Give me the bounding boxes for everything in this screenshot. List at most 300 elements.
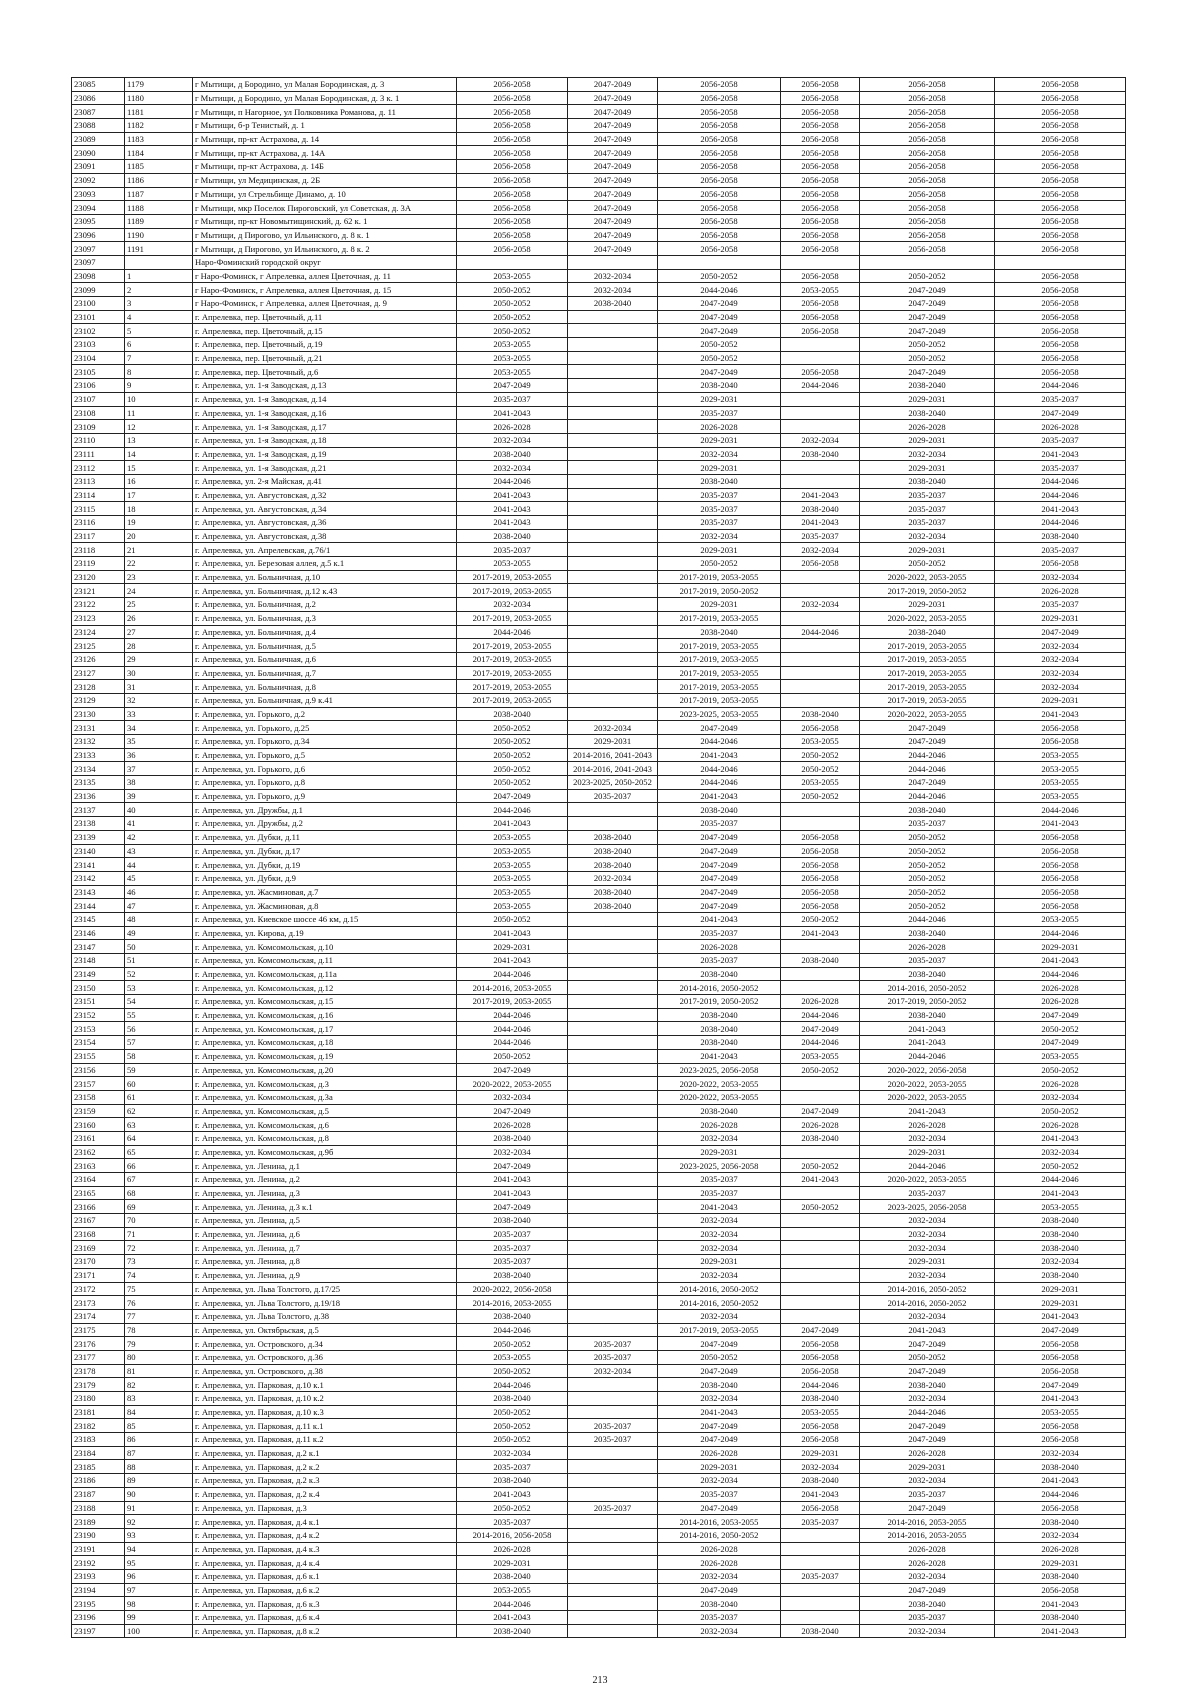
table-body — [72, 78, 1126, 1638]
address-cell: г. Апрелевка, ул. Ленина, д.2 — [193, 1173, 457, 1187]
period-cell-2 — [568, 803, 658, 817]
item-number-cell: 69 — [125, 1200, 193, 1214]
period-cell-3: 2032-2034 — [658, 1309, 781, 1323]
item-number-cell: 4 — [125, 310, 193, 324]
table-row — [72, 1227, 1126, 1241]
period-cell-2 — [568, 1569, 658, 1583]
period-cell-1: 2044-2046 — [457, 625, 568, 639]
period-cell-5: 2047-2049 — [860, 1433, 995, 1447]
item-number-cell: 74 — [125, 1268, 193, 1282]
table-row — [72, 748, 1126, 762]
period-cell-5: 2035-2037 — [860, 516, 995, 530]
address-cell: г Мытищи, ул Медицинская, д. 2Б — [193, 173, 457, 187]
period-cell-6: 2050-2052 — [995, 1159, 1126, 1173]
period-cell-4 — [781, 803, 860, 817]
address-cell: г. Апрелевка, ул. Островского, д.36 — [193, 1350, 457, 1364]
item-number-cell: 100 — [125, 1624, 193, 1638]
period-cell-4 — [781, 1309, 860, 1323]
period-cell-2 — [568, 543, 658, 557]
period-cell-5: 2047-2049 — [860, 721, 995, 735]
period-cell-6: 2056-2058 — [995, 119, 1126, 133]
address-cell: г. Апрелевка, ул. Парковая, д.3 — [193, 1501, 457, 1515]
period-cell-3: 2047-2049 — [658, 297, 781, 311]
item-number-cell: 36 — [125, 748, 193, 762]
period-cell-5: 2056-2058 — [860, 91, 995, 105]
item-number-cell: 34 — [125, 721, 193, 735]
item-number-cell: 43 — [125, 844, 193, 858]
table-row — [72, 803, 1126, 817]
item-number-cell: 11 — [125, 406, 193, 420]
period-cell-2 — [568, 1460, 658, 1474]
period-cell-6: 2032-2034 — [995, 666, 1126, 680]
period-cell-1: 2056-2058 — [457, 91, 568, 105]
row-id-cell: 23180 — [72, 1392, 125, 1406]
period-cell-3: 2038-2040 — [658, 625, 781, 639]
period-cell-3: 2047-2049 — [658, 1583, 781, 1597]
table-row — [72, 625, 1126, 639]
period-cell-3: 2023-2025, 2056-2058 — [658, 1063, 781, 1077]
period-cell-3: 2047-2049 — [658, 1364, 781, 1378]
period-cell-3: 2056-2058 — [658, 146, 781, 160]
period-cell-2 — [568, 420, 658, 434]
period-cell-1: 2044-2046 — [457, 1323, 568, 1337]
period-cell-2: 2047-2049 — [568, 78, 658, 92]
period-cell-5: 2056-2058 — [860, 228, 995, 242]
period-cell-3: 2014-2016, 2053-2055 — [658, 1515, 781, 1529]
period-cell-1: 2041-2043 — [457, 954, 568, 968]
period-cell-1: 2035-2037 — [457, 1460, 568, 1474]
period-cell-4: 2035-2037 — [781, 1569, 860, 1583]
item-number-cell: 42 — [125, 830, 193, 844]
row-id-cell: 23152 — [72, 1008, 125, 1022]
row-id-cell: 23125 — [72, 639, 125, 653]
period-cell-2 — [568, 502, 658, 516]
period-cell-5: 2056-2058 — [860, 105, 995, 119]
row-id-cell: 23101 — [72, 310, 125, 324]
address-cell: г. Апрелевка, ул. Дубки, д.17 — [193, 844, 457, 858]
item-number-cell: 1181 — [125, 105, 193, 119]
period-cell-4 — [781, 639, 860, 653]
period-cell-4 — [781, 611, 860, 625]
period-cell-3: 2056-2058 — [658, 173, 781, 187]
period-cell-5: 2032-2034 — [860, 1214, 995, 1228]
period-cell-1: 2041-2043 — [457, 516, 568, 530]
row-id-cell: 23088 — [72, 119, 125, 133]
period-cell-6: 2056-2058 — [995, 78, 1126, 92]
period-cell-3: 2056-2058 — [658, 228, 781, 242]
row-id-cell: 23185 — [72, 1460, 125, 1474]
period-cell-1: 2056-2058 — [457, 214, 568, 228]
item-number-cell: 7 — [125, 351, 193, 365]
period-cell-1: 2014-2016, 2053-2055 — [457, 981, 568, 995]
period-cell-6: 2038-2040 — [995, 1227, 1126, 1241]
row-id-cell: 23119 — [72, 557, 125, 571]
period-cell-4: 2056-2058 — [781, 214, 860, 228]
row-id-cell: 23118 — [72, 543, 125, 557]
period-cell-6: 2053-2055 — [995, 1049, 1126, 1063]
period-cell-4: 2044-2046 — [781, 1008, 860, 1022]
period-cell-6: 2056-2058 — [995, 721, 1126, 735]
address-cell: г Мытищи, пр-кт Астрахова, д. 14А — [193, 146, 457, 160]
period-cell-4 — [781, 1090, 860, 1104]
period-cell-4: 2056-2058 — [781, 201, 860, 215]
period-cell-2 — [568, 324, 658, 338]
period-cell-2 — [568, 693, 658, 707]
period-cell-6: 2056-2058 — [995, 91, 1126, 105]
period-cell-2: 2047-2049 — [568, 187, 658, 201]
period-cell-2 — [568, 680, 658, 694]
item-number-cell: 17 — [125, 488, 193, 502]
period-cell-5: 2017-2019, 2053-2055 — [860, 680, 995, 694]
row-id-cell: 23106 — [72, 379, 125, 393]
period-cell-4 — [781, 1597, 860, 1611]
period-cell-4: 2050-2052 — [781, 762, 860, 776]
row-id-cell: 23179 — [72, 1378, 125, 1392]
period-cell-4: 2056-2058 — [781, 899, 860, 913]
item-number-cell: 46 — [125, 885, 193, 899]
period-cell-2 — [568, 967, 658, 981]
row-id-cell: 23107 — [72, 392, 125, 406]
period-cell-1: 2050-2052 — [457, 748, 568, 762]
period-cell-5: 2050-2052 — [860, 830, 995, 844]
item-number-cell: 81 — [125, 1364, 193, 1378]
item-number-cell: 86 — [125, 1433, 193, 1447]
table-row — [72, 666, 1126, 680]
period-cell-2 — [568, 1296, 658, 1310]
period-cell-3: 2017-2019, 2050-2052 — [658, 995, 781, 1009]
period-cell-6: 2041-2043 — [995, 1624, 1126, 1638]
period-cell-4: 2050-2052 — [781, 789, 860, 803]
period-cell-3: 2023-2025, 2053-2055 — [658, 707, 781, 721]
period-cell-3: 2014-2016, 2050-2052 — [658, 1296, 781, 1310]
row-id-cell: 23097 — [72, 242, 125, 256]
row-id-cell: 23136 — [72, 789, 125, 803]
address-cell: г. Апрелевка, ул. Березовая аллея, д.5 к.1 — [193, 557, 457, 571]
row-id-cell: 23176 — [72, 1337, 125, 1351]
period-cell-2 — [568, 1528, 658, 1542]
period-cell-2: 2038-2040 — [568, 844, 658, 858]
period-cell-6: 2026-2028 — [995, 1542, 1126, 1556]
period-cell-1: 2041-2043 — [457, 406, 568, 420]
period-cell-2 — [568, 1036, 658, 1050]
period-cell-4: 2056-2058 — [781, 844, 860, 858]
item-number-cell: 21 — [125, 543, 193, 557]
period-cell-3: 2026-2028 — [658, 1446, 781, 1460]
period-cell-3: 2047-2049 — [658, 1337, 781, 1351]
table-row — [72, 721, 1126, 735]
period-cell-3: 2017-2019, 2053-2055 — [658, 1323, 781, 1337]
period-cell-6: 2056-2058 — [995, 132, 1126, 146]
period-cell-5: 2032-2034 — [860, 1569, 995, 1583]
period-cell-4: 2056-2058 — [781, 324, 860, 338]
row-id-cell: 23159 — [72, 1104, 125, 1118]
period-cell-6: 2041-2043 — [995, 1392, 1126, 1406]
period-cell-1: 2038-2040 — [457, 529, 568, 543]
period-cell-1: 2029-2031 — [457, 940, 568, 954]
period-cell-3: 2035-2037 — [658, 1186, 781, 1200]
table-row — [72, 967, 1126, 981]
period-cell-6: 2041-2043 — [995, 1186, 1126, 1200]
period-cell-2 — [568, 1309, 658, 1323]
period-cell-5: 2014-2016, 2050-2052 — [860, 981, 995, 995]
address-cell: г. Апрелевка, ул. 1-я Заводская, д.16 — [193, 406, 457, 420]
table-row — [72, 283, 1126, 297]
period-cell-3: 2017-2019, 2053-2055 — [658, 652, 781, 666]
period-cell-5: 2026-2028 — [860, 1446, 995, 1460]
period-cell-6: 2056-2058 — [995, 1350, 1126, 1364]
period-cell-2 — [568, 1583, 658, 1597]
period-cell-6: 2056-2058 — [995, 283, 1126, 297]
address-cell: г Мытищи, пр-кт Астрахова, д. 14Б — [193, 160, 457, 174]
period-cell-6: 2056-2058 — [995, 365, 1126, 379]
period-cell-6: 2032-2034 — [995, 1145, 1126, 1159]
table-row — [72, 173, 1126, 187]
item-number-cell: 38 — [125, 776, 193, 790]
period-cell-2 — [568, 1624, 658, 1638]
period-cell-4: 2056-2058 — [781, 1350, 860, 1364]
item-number-cell: 83 — [125, 1392, 193, 1406]
period-cell-3: 2047-2049 — [658, 858, 781, 872]
row-id-cell: 23100 — [72, 297, 125, 311]
period-cell-6: 2029-2031 — [995, 1282, 1126, 1296]
item-number-cell: 73 — [125, 1255, 193, 1269]
period-cell-6: 2050-2052 — [995, 1022, 1126, 1036]
period-cell-5: 2041-2043 — [860, 1323, 995, 1337]
period-cell-4: 2047-2049 — [781, 1022, 860, 1036]
period-cell-4: 2038-2040 — [781, 1131, 860, 1145]
row-id-cell: 23138 — [72, 817, 125, 831]
item-number-cell: 18 — [125, 502, 193, 516]
period-cell-4: 2056-2058 — [781, 1419, 860, 1433]
period-cell-2 — [568, 1008, 658, 1022]
period-cell-1: 2050-2052 — [457, 283, 568, 297]
period-cell-6: 2026-2028 — [995, 981, 1126, 995]
period-cell-2 — [568, 351, 658, 365]
address-cell: г. Апрелевка, ул. Больничная, д.10 — [193, 570, 457, 584]
period-cell-4: 2041-2043 — [781, 1173, 860, 1187]
period-cell-6: 2041-2043 — [995, 447, 1126, 461]
period-cell-5: 2032-2034 — [860, 1309, 995, 1323]
row-id-cell: 23117 — [72, 529, 125, 543]
period-cell-2 — [568, 1255, 658, 1269]
period-cell-6: 2041-2043 — [995, 817, 1126, 831]
period-cell-4: 2056-2058 — [781, 885, 860, 899]
period-cell-4: 2053-2055 — [781, 283, 860, 297]
item-number-cell: 66 — [125, 1159, 193, 1173]
period-cell-4: 2056-2058 — [781, 173, 860, 187]
period-cell-3: 2014-2016, 2050-2052 — [658, 981, 781, 995]
period-cell-5: 2044-2046 — [860, 912, 995, 926]
period-cell-3: 2017-2019, 2053-2055 — [658, 570, 781, 584]
period-cell-3: 2050-2052 — [658, 557, 781, 571]
row-id-cell: 23135 — [72, 776, 125, 790]
address-cell: г. Апрелевка, ул. Больничная, д.7 — [193, 666, 457, 680]
period-cell-4: 2032-2034 — [781, 543, 860, 557]
address-cell: г. Апрелевка, ул. 1-я Заводская, д.19 — [193, 447, 457, 461]
item-number-cell: 1 — [125, 269, 193, 283]
period-cell-6: 2056-2058 — [995, 338, 1126, 352]
period-cell-1: 2026-2028 — [457, 1118, 568, 1132]
period-cell-4: 2035-2037 — [781, 529, 860, 543]
period-cell-5: 2014-2016, 2053-2055 — [860, 1528, 995, 1542]
period-cell-4 — [781, 474, 860, 488]
item-number-cell: 77 — [125, 1309, 193, 1323]
period-cell-1: 2032-2034 — [457, 1145, 568, 1159]
address-cell: г. Апрелевка, ул. Парковая, д.11 к.2 — [193, 1433, 457, 1447]
period-cell-3: 2035-2037 — [658, 926, 781, 940]
period-cell-4: 2026-2028 — [781, 1118, 860, 1132]
address-cell: г. Апрелевка, ул. Парковая, д.6 к.3 — [193, 1597, 457, 1611]
period-cell-3: 2029-2031 — [658, 1255, 781, 1269]
period-cell-5: 2020-2022, 2053-2055 — [860, 611, 995, 625]
item-number-cell: 14 — [125, 447, 193, 461]
period-cell-3: 2032-2034 — [658, 1268, 781, 1282]
period-cell-2 — [568, 1487, 658, 1501]
table-row — [72, 297, 1126, 311]
table-row — [72, 912, 1126, 926]
table-row — [72, 981, 1126, 995]
period-cell-5: 2020-2022, 2053-2055 — [860, 1077, 995, 1091]
table-row — [72, 447, 1126, 461]
row-id-cell: 23178 — [72, 1364, 125, 1378]
period-cell-3: 2056-2058 — [658, 119, 781, 133]
table-row — [72, 269, 1126, 283]
table-row — [72, 940, 1126, 954]
address-cell: г. Апрелевка, ул. Островского, д.38 — [193, 1364, 457, 1378]
period-cell-2 — [568, 584, 658, 598]
period-cell-3: 2035-2037 — [658, 817, 781, 831]
period-cell-3: 2038-2040 — [658, 803, 781, 817]
table-row — [72, 1487, 1126, 1501]
period-cell-3: 2029-2031 — [658, 598, 781, 612]
period-cell-2: 2038-2040 — [568, 899, 658, 913]
address-cell: г. Апрелевка, ул. Дружбы, д.2 — [193, 817, 457, 831]
period-cell-6: 2029-2031 — [995, 611, 1126, 625]
period-cell-4 — [781, 981, 860, 995]
table-row — [72, 1378, 1126, 1392]
period-cell-5: 2038-2040 — [860, 379, 995, 393]
table-row — [72, 1556, 1126, 1570]
period-cell-1: 2017-2019, 2053-2055 — [457, 570, 568, 584]
period-cell-6: 2056-2058 — [995, 1501, 1126, 1515]
period-cell-4: 2047-2049 — [781, 1323, 860, 1337]
period-cell-1: 2050-2052 — [457, 762, 568, 776]
period-cell-2 — [568, 1474, 658, 1488]
period-cell-2 — [568, 981, 658, 995]
row-id-cell: 23104 — [72, 351, 125, 365]
item-number-cell: 35 — [125, 735, 193, 749]
address-cell: г. Апрелевка, ул. Больничная, д.12 к.43 — [193, 584, 457, 598]
period-cell-4: 2056-2058 — [781, 78, 860, 92]
item-number-cell: 60 — [125, 1077, 193, 1091]
row-id-cell: 23126 — [72, 652, 125, 666]
period-cell-6: 2044-2046 — [995, 1173, 1126, 1187]
table-row — [72, 1323, 1126, 1337]
period-cell-6: 2032-2034 — [995, 1446, 1126, 1460]
item-number-cell: 61 — [125, 1090, 193, 1104]
period-cell-4: 2047-2049 — [781, 1104, 860, 1118]
period-cell-3: 2056-2058 — [658, 187, 781, 201]
period-cell-1: 2053-2055 — [457, 1350, 568, 1364]
period-cell-3: 2044-2046 — [658, 283, 781, 297]
period-cell-1: 2032-2034 — [457, 1090, 568, 1104]
period-cell-4: 2035-2037 — [781, 1515, 860, 1529]
row-id-cell: 23177 — [72, 1350, 125, 1364]
period-cell-4: 2041-2043 — [781, 1487, 860, 1501]
period-cell-6: 2047-2049 — [995, 1323, 1126, 1337]
period-cell-5: 2050-2052 — [860, 269, 995, 283]
period-cell-5: 2032-2034 — [860, 1392, 995, 1406]
period-cell-5: 2050-2052 — [860, 899, 995, 913]
row-id-cell: 23168 — [72, 1227, 125, 1241]
period-cell-2: 2038-2040 — [568, 885, 658, 899]
period-cell-2 — [568, 1597, 658, 1611]
period-cell-3: 2038-2040 — [658, 1022, 781, 1036]
period-cell-3: 2044-2046 — [658, 735, 781, 749]
period-cell-2 — [568, 1145, 658, 1159]
period-cell-1: 2044-2046 — [457, 1378, 568, 1392]
row-id-cell: 23102 — [72, 324, 125, 338]
row-id-cell: 23108 — [72, 406, 125, 420]
period-cell-2 — [568, 557, 658, 571]
row-id-cell: 23141 — [72, 858, 125, 872]
period-cell-1: 2044-2046 — [457, 803, 568, 817]
period-cell-1: 2041-2043 — [457, 488, 568, 502]
period-cell-5: 2035-2037 — [860, 954, 995, 968]
row-id-cell: 23182 — [72, 1419, 125, 1433]
address-cell: г Мытищи, б-р Тенистый, д. 1 — [193, 119, 457, 133]
period-cell-5: 2029-2031 — [860, 1255, 995, 1269]
row-id-cell: 23187 — [72, 1487, 125, 1501]
table-row — [72, 105, 1126, 119]
address-cell: г. Апрелевка, ул. Августовская, д.36 — [193, 516, 457, 530]
period-cell-3: 2017-2019, 2053-2055 — [658, 693, 781, 707]
period-cell-2 — [568, 379, 658, 393]
period-cell-1: 2017-2019, 2053-2055 — [457, 680, 568, 694]
period-cell-5: 2020-2022, 2053-2055 — [860, 707, 995, 721]
period-cell-6: 2056-2058 — [995, 735, 1126, 749]
address-cell: г. Апрелевка, ул. Комсомольская, д.12 — [193, 981, 457, 995]
period-cell-1: 2053-2055 — [457, 871, 568, 885]
period-cell-2 — [568, 625, 658, 639]
period-cell-1: 2050-2052 — [457, 912, 568, 926]
period-cell-4: 2038-2040 — [781, 707, 860, 721]
period-cell-3: 2047-2049 — [658, 885, 781, 899]
table-row — [72, 78, 1126, 92]
period-cell-4 — [781, 1282, 860, 1296]
address-cell: г. Апрелевка, ул. Дружбы, д.1 — [193, 803, 457, 817]
table-row — [72, 1145, 1126, 1159]
period-cell-3: 2047-2049 — [658, 871, 781, 885]
table-row — [72, 1049, 1126, 1063]
period-cell-5: 2029-2031 — [860, 1460, 995, 1474]
table-row — [72, 214, 1126, 228]
row-id-cell: 23109 — [72, 420, 125, 434]
address-cell: г. Апрелевка, ул. Больничная, д.9 к.41 — [193, 693, 457, 707]
row-id-cell: 23173 — [72, 1296, 125, 1310]
row-id-cell: 23105 — [72, 365, 125, 379]
period-cell-4: 2056-2058 — [781, 242, 860, 256]
period-cell-5: 2047-2049 — [860, 1337, 995, 1351]
period-cell-3: 2029-2031 — [658, 1145, 781, 1159]
item-number-cell: 75 — [125, 1282, 193, 1296]
period-cell-2 — [568, 1214, 658, 1228]
period-cell-3: 2038-2040 — [658, 967, 781, 981]
address-cell: г. Апрелевка, ул. Дубки, д.11 — [193, 830, 457, 844]
table-row — [72, 1392, 1126, 1406]
row-id-cell: 23150 — [72, 981, 125, 995]
period-cell-4: 2056-2058 — [781, 91, 860, 105]
